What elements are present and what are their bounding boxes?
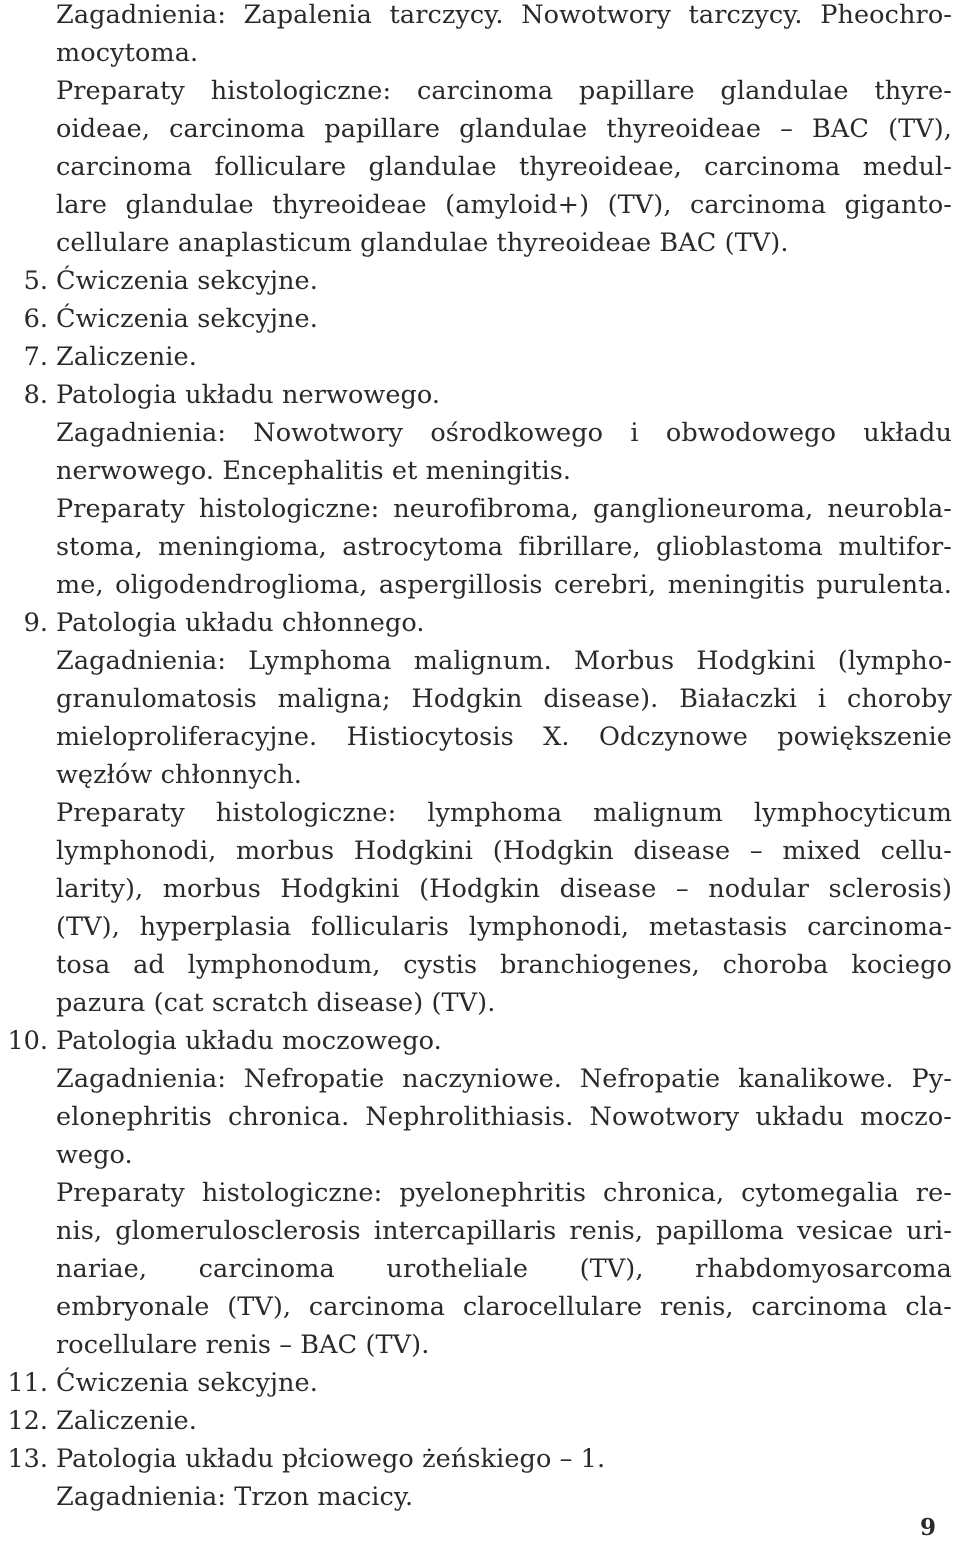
- text-line: lymphonodi, morbus Hodgkini (Hodgkin disease – mixed cellu-: [56, 836, 952, 866]
- text-line: Zagadnienia: Zapalenia tarczycy. Nowotwory tarczycy. Pheochro-: [56, 0, 952, 30]
- text-line: Preparaty histologiczne: lymphoma malignum lymphocyticum: [56, 798, 952, 828]
- list-item-title: Ćwiczenia sekcyjne.: [56, 266, 318, 296]
- list-item-title: Patologia układu chłonnego.: [56, 608, 425, 638]
- text-line: (TV), hyperplasia follicularis lymphonodi, metastasis carcinoma-: [56, 912, 952, 942]
- text-line: carcinoma folliculare glandulae thyreoideae, carcinoma medul-: [56, 152, 952, 182]
- page-number: 9: [920, 1514, 937, 1541]
- list-number: 11.: [7, 1368, 48, 1398]
- text-line: nariae, carcinoma urotheliale (TV), rhabdomyosarcoma: [56, 1254, 952, 1284]
- text-line: me, oligodendroglioma, aspergillosis cerebri, meningitis purulenta.: [56, 570, 952, 600]
- text-line: embryonale (TV), carcinoma clarocellulare renis, carcinoma cla-: [56, 1292, 952, 1322]
- list-item-title: Ćwiczenia sekcyjne.: [56, 304, 318, 334]
- text-line: Zagadnienia: Trzon macicy.: [56, 1482, 414, 1512]
- text-line: mocytoma.: [56, 38, 199, 68]
- list-item-title: Ćwiczenia sekcyjne.: [56, 1368, 318, 1398]
- list-number: 7.: [23, 342, 48, 372]
- text-line: larity), morbus Hodgkini (Hodgkin disease – nodular sclerosis): [56, 874, 952, 904]
- text-line: Preparaty histologiczne: pyelonephritis chronica, cytomegalia re-: [56, 1178, 952, 1208]
- list-number: 13.: [7, 1444, 48, 1474]
- text-line: wego.: [56, 1140, 133, 1170]
- list-item-title: Patologia układu moczowego.: [56, 1026, 442, 1056]
- text-line: oideae, carcinoma papillare glandulae thyreoideae – BAC (TV),: [56, 114, 952, 144]
- list-item-title: Patologia układu płciowego żeńskiego – 1.: [56, 1444, 606, 1474]
- list-number: 10.: [7, 1026, 48, 1056]
- text-line: mieloproliferacyjne. Histiocytosis X. Odczynowe powiększenie: [56, 722, 952, 752]
- text-line: Preparaty histologiczne: carcinoma papillare glandulae thyre-: [56, 76, 952, 106]
- text-line: pazura (cat scratch disease) (TV).: [56, 988, 496, 1018]
- text-line: Zagadnienia: Nowotwory ośrodkowego i obwodowego układu: [56, 418, 952, 448]
- list-item-title: Zaliczenie.: [56, 342, 197, 372]
- text-line: nis, glomerulosclerosis intercapillaris renis, papilloma vesicae uri-: [56, 1216, 952, 1246]
- text-line: Zagadnienia: Lymphoma malignum. Morbus Hodgkini (lympho-: [56, 646, 952, 676]
- text-line: elonephritis chronica. Nephrolithiasis. Nowotwory układu moczo-: [56, 1102, 952, 1132]
- text-line: lare glandulae thyreoideae (amyloid+) (TV), carcinoma giganto-: [56, 190, 952, 220]
- text-line: rocellulare renis – BAC (TV).: [56, 1330, 430, 1360]
- text-line: stoma, meningioma, astrocytoma fibrillare, glioblastoma multifor-: [56, 532, 952, 562]
- list-number: 9.: [23, 608, 48, 638]
- text-line: cellulare anaplasticum glandulae thyreoideae BAC (TV).: [56, 228, 789, 258]
- text-line: nerwowego. Encephalitis et meningitis.: [56, 456, 572, 486]
- text-line: Preparaty histologiczne: neurofibroma, ganglioneuroma, neurobla-: [56, 494, 952, 524]
- text-line: Zagadnienia: Nefropatie naczyniowe. Nefropatie kanalikowe. Py-: [56, 1064, 952, 1094]
- list-item-title: Zaliczenie.: [56, 1406, 197, 1436]
- text-line: granulomatosis maligna; Hodgkin disease). Białaczki i choroby: [56, 684, 952, 714]
- text-line: tosa ad lymphonodum, cystis branchiogenes, choroba kociego: [56, 950, 952, 980]
- list-number: 8.: [23, 380, 48, 410]
- list-item-title: Patologia układu nerwowego.: [56, 380, 441, 410]
- text-line: węzłów chłonnych.: [56, 760, 302, 790]
- list-number: 6.: [23, 304, 48, 334]
- list-number: 5.: [23, 266, 48, 296]
- list-number: 12.: [7, 1406, 48, 1436]
